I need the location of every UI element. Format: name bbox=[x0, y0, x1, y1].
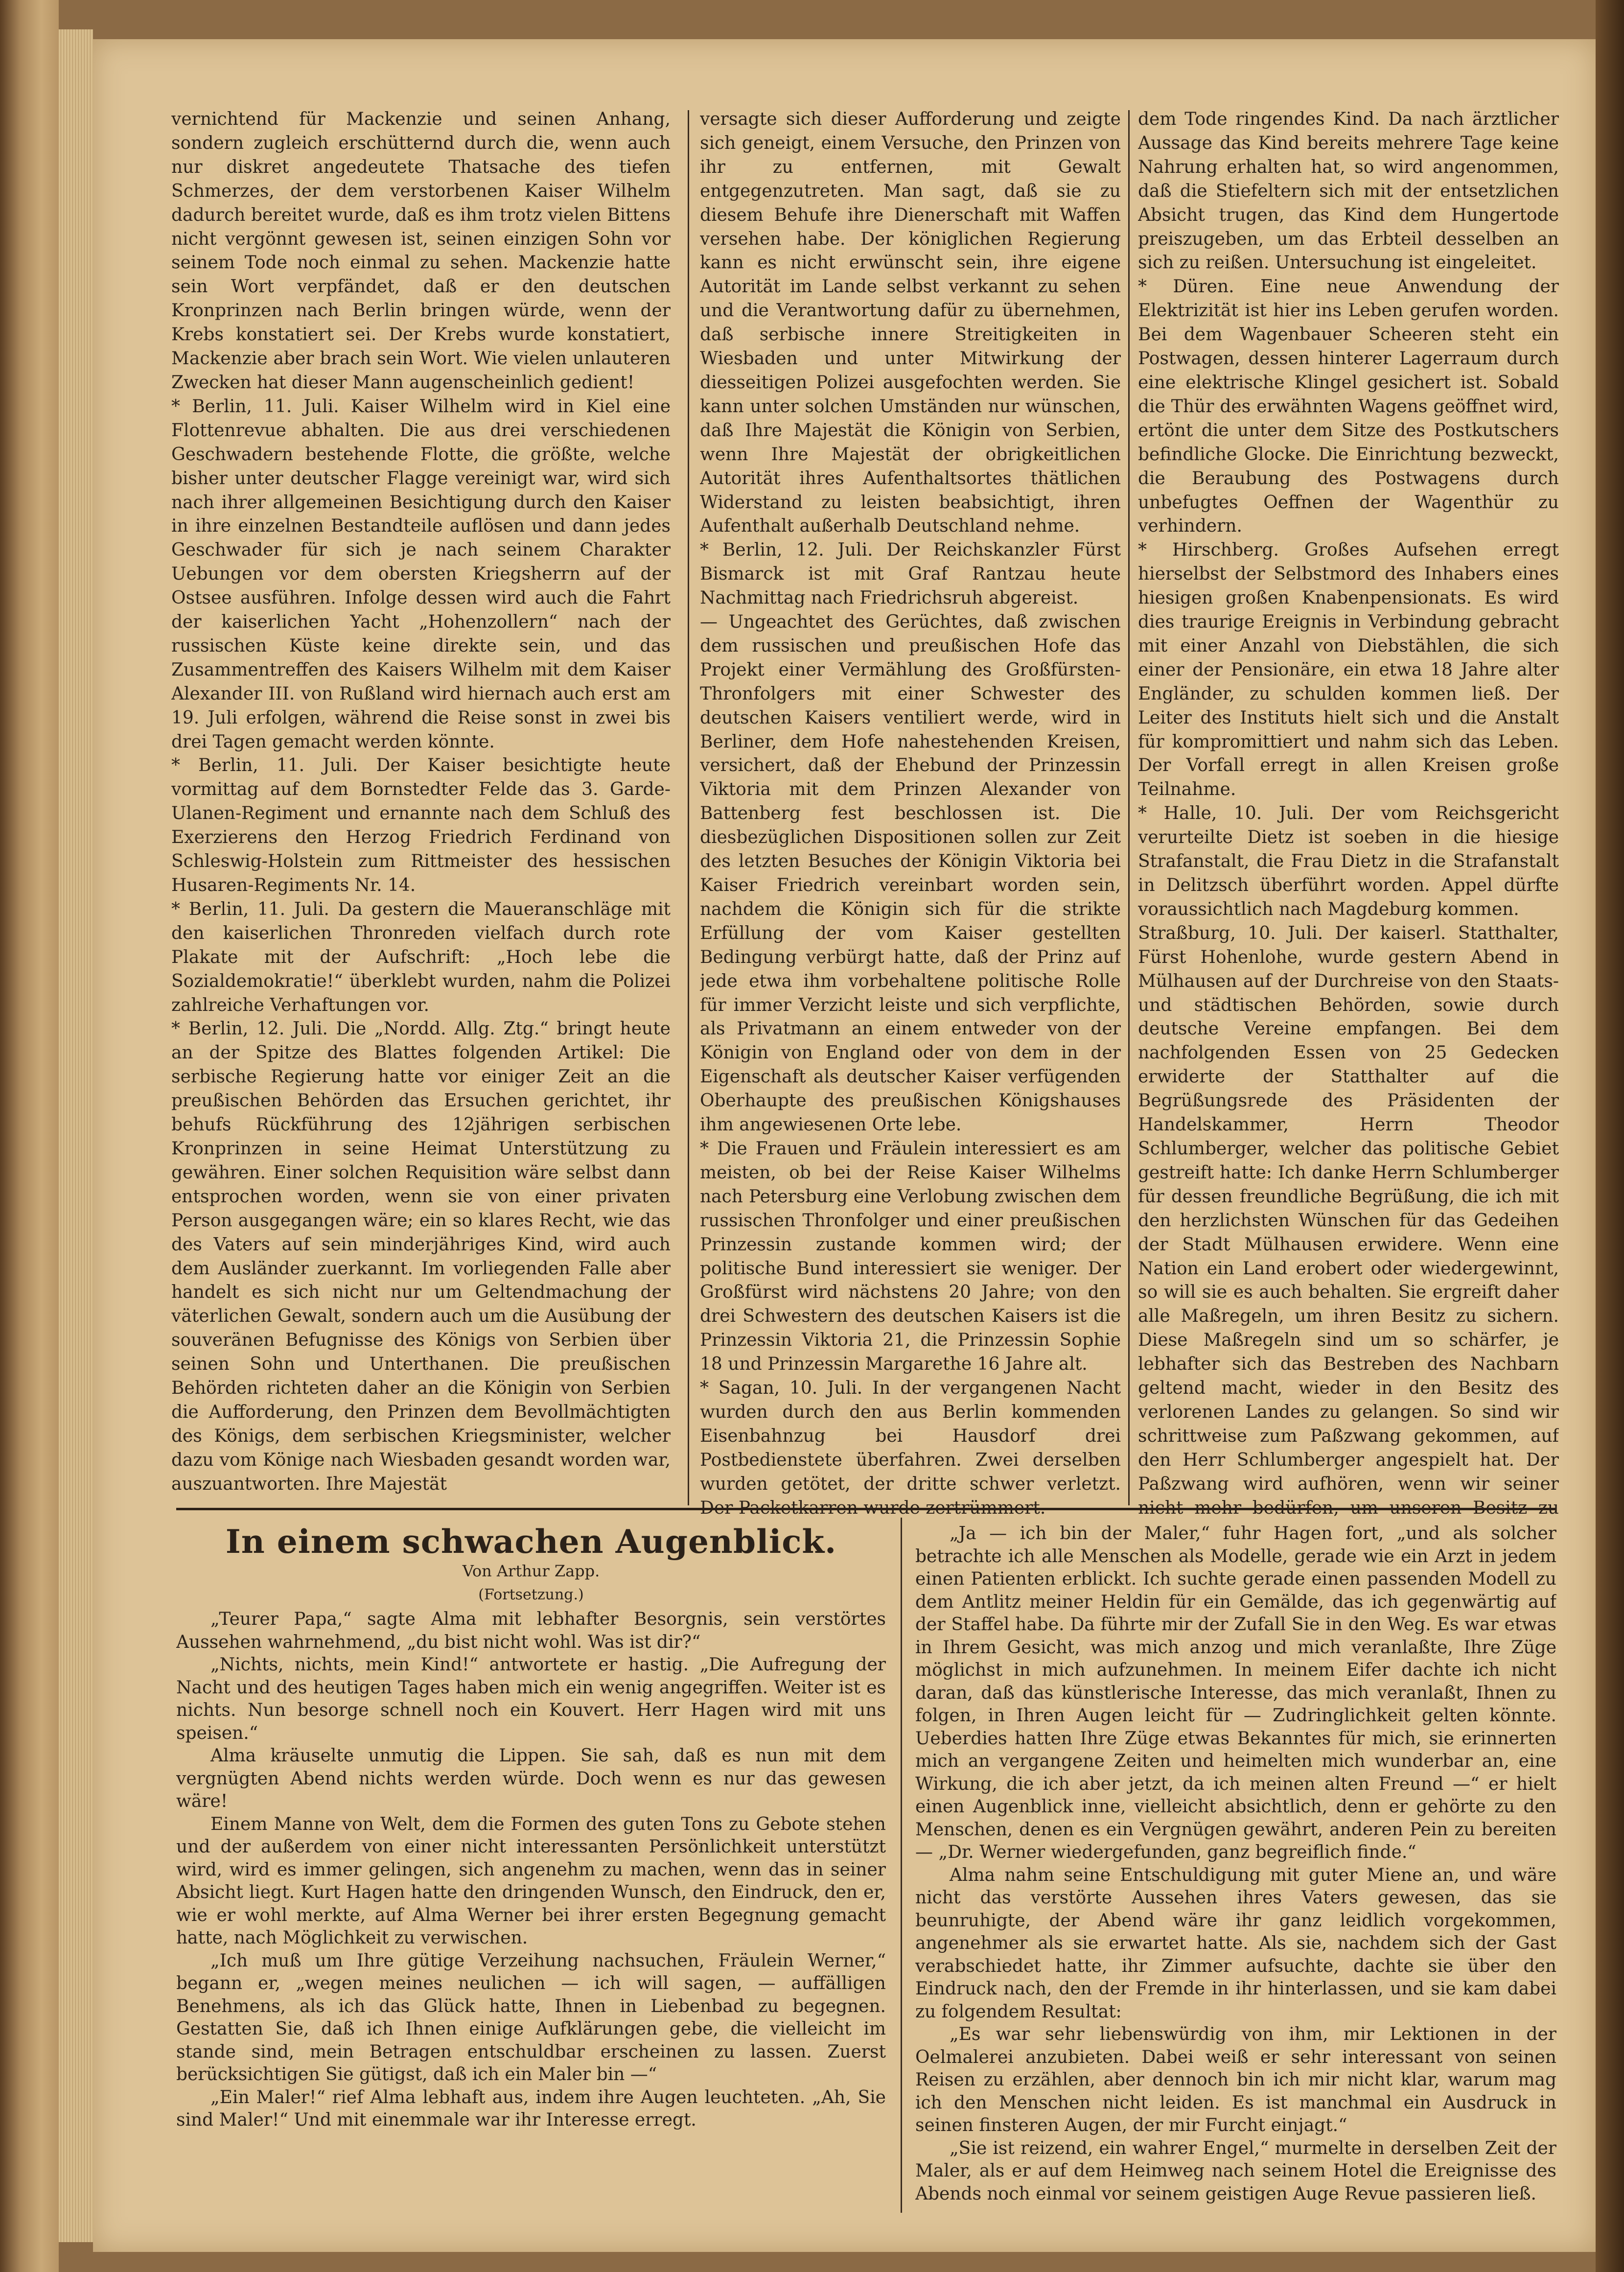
story-continuation-note: (Fortsetzung.) bbox=[478, 1586, 584, 1603]
paragraph: „Ja — ich bin der Maler,“ fuhr Hagen fort, „und als solcher betrachte ich alle Menschen als Modelle, gerade wie ein Arzt in jedem einen Patienten erblickt. Ich suchte gerade einen passenden Modell zu dem Antlitz meiner Heldin für ein Gemälde, das ich gegenwärtig auf der Staffel habe. Da führte mir der Zufall Sie in den Weg. Es war etwas in Ihrem Gesicht, was mich anzog und mich veranlaßte, Ihre Züge möglichst in mich aufzunehmen. In meinem Eifer dachte ich nicht daran, daß das künstlerische Interesse, das mich veranlaßt, Ihnen zu folgen, in Ihren Augen leicht für — Zudringlichkeit gelten könnte. Ueberdies hatten Ihre Züge etwas Bekanntes für mich, sie erinnerten mich an vergangene Zeiten und heimelten mich wunderbar an, eine Wirkung, die ich aber jetzt, da ich meinen alten Freund —“ er hielt einen Augenblick inne, vielleicht absichtlich, denn er gehörte zu den Menschen, denen es ein Vergnügen gewährt, anderen Pein zu bereiten — „Dr. Werner wiedergefunden, ganz begreiflich finde.“ bbox=[915, 1523, 1556, 1862]
story-column-2 bbox=[915, 1522, 1556, 2223]
paragraph: vernichtend für Mackenzie und seinen Anhang, sondern zugleich erschütternd durch die, wenn auch nur diskret angedeutete Thatsache des tiefen Schmerzes, der dem verstorbenen Kaiser Wilhelm dadurch bereitet wurde, daß es ihm trotz vielen Bittens nicht vergönnt gewesen ist, seinen einzigen Sohn vor seinem Tode noch einmal zu sehen. Mackenzie hatte sein Wort verpfändet, daß er den deutschen Kronprinzen nach Berlin bringen würde, wenn der Krebs konstatiert sei. Der Krebs wurde konstatiert, Mackenzie aber brach sein Wort. Wie vielen unlauteren Zwecken hat dieser Mann augenscheinlich gedient! bbox=[171, 109, 671, 393]
paragraph: „Es war sehr liebenswürdig von ihm, mir Lektionen in der Oelmalerei anzubieten. Dabei weiß er sehr interessant von seinen Reisen zu erzählen, aber dennoch bin ich mir nicht klar, warum mag ich den Menschen nicht leiden. Es ist manchmal ein Ausdruck in seinen finsteren Augen, der mir Furcht einjagt.“ bbox=[915, 2024, 1556, 2135]
paragraph: Einem Manne von Welt, dem die Formen des guten Tons zu Gebote stehen und der außerdem von einer nicht interessanten Persönlichkeit unterstützt wird, wird es immer gelingen, sich angenehm zu machen, wenn das in seiner Absicht liegt. Kurt Hagen hatte den dringenden Wunsch, den Eindruck, den er, wie er wohl merkte, auf Alma Werner bei ihrer ersten Begegnung gemacht hatte, nach Möglichkeit zu verwischen. bbox=[176, 1814, 886, 1948]
paragraph: Alma kräuselte unmutig die Lippen. Sie sah, daß es nun mit dem vergnügten Abend nichts werden würde. Doch wenn es nur das gewesen wäre! bbox=[176, 1746, 886, 1811]
story-byline: Von Arthur Zapp. bbox=[462, 1562, 600, 1580]
page-stack-edge bbox=[59, 29, 93, 2242]
book-right-edge bbox=[1596, 0, 1624, 2272]
column-divider bbox=[688, 110, 689, 1505]
paragraph: * Düren. Eine neue Anwendung der Elektrizität ist hier ins Leben gerufen worden. Bei dem Wagenbauer Scheeren steht ein Postwagen, dessen hinterer Lagerraum durch eine elektrische Klingel gesichert ist. Sobald die Thür des erwähnten Wagens geöffnet wird, ertönt die unter dem Sitze des Postkutschers befindliche Glocke. Die Einrichtung bezweckt, die Beraubung des Postwagens durch unbefugtes Oeffnen der Wagenthür zu verhindern. bbox=[1138, 277, 1559, 537]
paragraph: dem Tode ringendes Kind. Da nach ärztlicher Aussage das Kind bereits mehrere Tage keine Nahrung erhalten hat, so wird angenommen, daß die Stiefeltern sich mit der entsetzlichen Absicht trugen, das Kind dem Hungertode preiszugeben, um das Erbteil desselben an sich zu reißen. Untersuchung ist eingeleitet. bbox=[1138, 109, 1559, 273]
paragraph: „Ein Maler!“ rief Alma lebhaft aus, indem ihre Augen leuchteten. „Ah, Sie sind Maler!“ Und mit einemmale war ihr Interesse erregt. bbox=[176, 2087, 886, 2130]
story-column-divider bbox=[901, 1518, 902, 2213]
paragraph: Alma nahm seine Entschuldigung mit guter Miene an, und wäre nicht das verstörte Aussehen ihres Vaters gewesen, das sie beunruhigte, der Abend wäre ihr ganz leidlich vorgekommen, angenehmer als sie erwartet hatte. Als sie, nachdem sich der Gast verabschiedet hatte, ihr Zimmer aufsuchte, dachte sie über den Eindruck nach, den der Fremde in ihr hinterlassen, und sie kam dabei zu folgendem Resultat: bbox=[915, 1865, 1556, 2022]
news-column-2 bbox=[700, 108, 1121, 1518]
paragraph: * Berlin, 11. Juli. Kaiser Wilhelm wird in Kiel eine Flottenrevue abhalten. Die aus drei verschiedenen Geschwadern bestehende Flotte, die größte, welche bisher unter deutscher Flagge vereinigt war, wird sich nach ihrer allgemeinen Besichtigung durch den Kaiser in ihre einzelnen Bestandteile auflösen und dann jedes Geschwader für sich je nach seinem Charakter Uebungen vor dem obersten Kriegsherrn auf der Ostsee ausführen. Infolge dessen wird auch die Fahrt der kaiserlichen Yacht „Hohenzollern“ nach der russischen Küste keine direkte sein, und das Zusammentreffen des Kaisers Wilhelm mit dem Kaiser Alexander III. von Rußland wird hiernach auch erst am 19. Juli erfolgen, während die Reise sonst in zwei bis drei Tagen gemacht werden könnte. bbox=[171, 396, 671, 752]
news-column-1 bbox=[171, 108, 671, 1518]
paragraph: versagte sich dieser Aufforderung und zeigte sich geneigt, einem Versuche, den Prinzen von ihr zu entfernen, mit Gewalt entgegenzutreten. Man sagt, daß sie zu diesem Behufe ihre Dienerschaft mit Waffen versehen habe. Der königlichen Regierung kann es nicht erwünscht sein, ihre eigene Autorität im Lande selbst verkannt zu sehen und die Verantwortung dafür zu übernehmen, daß serbische innere Streitigkeiten in Wiesbaden und unter Mitwirkung der diesseitigen Polizei ausgefochten werden. Sie kann unter solchen Umständen nur wünschen, daß Ihre Majestät die Königin von Serbien, wenn Ihre Majestät der obrigkeitlichen Autorität ihres Aufenthaltsortes thätlichen Widerstand zu leisten beabsichtigt, ihren Aufenthalt außerhalb Deutschland nehme. bbox=[700, 109, 1121, 537]
paragraph: * Berlin, 11. Juli. Da gestern die Maueranschläge mit den kaiserlichen Thronreden vielfach durch rote Plakate mit der Aufschrift: „Hoch lebe die Sozialdemokratie!“ überklebt wurden, nahm die Polizei zahlreiche Verhaftungen vor. bbox=[171, 899, 671, 1015]
paragraph: „Ich muß um Ihre gütige Verzeihung nachsuchen, Fräulein Werner,“ begann er, „wegen meines neulichen — ich will sagen, — auffälligen Benehmens, als ich das Glück hatte, Ihnen in Liebenbad zu begegnen. Gestatten Sie, daß ich Ihnen einige Aufklärungen gebe, die vielleicht im stande sind, mein Betragen entschuldbar erscheinen zu lassen. Zuerst berücksichtigen Sie gütigst, daß ich ein Maler bin —“ bbox=[176, 1950, 886, 2085]
paragraph: * Halle, 10. Juli. Der vom Reichsgericht verurteilte Dietz ist soeben in die hiesige Strafanstalt, die Frau Dietz in die Strafanstalt in Delitzsch überführt worden. Appel dürfte voraussichtlich nach Magdeburg kommen. bbox=[1138, 803, 1559, 919]
paragraph: „Nichts, nichts, mein Kind!“ antwortete er hastig. „Die Aufregung der Nacht und des heutigen Tages haben mich ein wenig angegriffen. Weiter ist es nichts. Nun besorge schnell noch ein Kouvert. Herr Hagen wird mit uns speisen.“ bbox=[176, 1655, 886, 1743]
paragraph: * Die Frauen und Fräulein interessiert es am meisten, ob bei der Reise Kaiser Wilhelms nach Petersburg eine Verlobung zwischen dem russischen Thronfolger und einer preußischen Prinzessin zustande kommen wird; der politische Bund interessiert sie weniger. Der Großfürst wird nächstens 20 Jahre; von den drei Schwestern des deutschen Kaisers ist die Prinzessin Viktoria 21, die Prinzessin Sophie 18 und Prinzessin Margarethe 16 Jahre alt. bbox=[700, 1138, 1121, 1375]
paragraph: Straßburg, 10. Juli. Der kaiserl. Statthalter, Fürst Hohenlohe, wurde gestern Abend in Mülhausen auf der Durchreise von den Staats- und städtischen Behörden, sowie durch deutsche Vereine empfangen. Bei dem nachfolgenden Essen von 25 Gedecken erwiderte der Statthalter auf die Begrüßungsrede des Präsidenten der Handelskammer, Herrn Theodor Schlumberger, welcher das politische Gebiet gestreift hatte: Ich danke Herrn Schlumberger für dessen freundliche Begrüßung, die ich mit den herzlichsten Wünschen für das Gedeihen der Stadt Mülhausen erwidere. Wenn eine Nation ein Land erobert oder wiedergewinnt, so will sie es auch behalten. Sie ergreift daher alle Maßregeln, um ihren Besitz zu sichern. Diese Maßregeln sind um so schärfer, je lebhafter sich das Bestreben des Nachbarn geltend macht, wieder in den Besitz des verlorenen Landes zu gelangen. So sind wir schrittweise zum Paßzwang gekommen, auf den Herr Schlumberger angespielt hat. Der Paßzwang wird aufhören, wenn wir seiner nicht mehr bedürfen, um unseren Besitz zu bbox=[1138, 923, 1559, 1518]
paragraph: * Berlin, 11. Juli. Der Kaiser besichtigte heute vormittag auf dem Bornstedter Felde das 3. Garde-Ulanen-Regiment und ernannte nach dem Schluß des Exerzierens den Herzog Friedrich Ferdinand von Schleswig-Holstein zum Rittmeister des hessischen Husaren-Regiments Nr. 14. bbox=[171, 755, 671, 895]
paragraph: — Ungeachtet des Gerüchtes, daß zwischen dem russischen und preußischen Hofe das Projekt einer Vermählung des Großfürsten-Thronfolgers mit einer Schwester des deutschen Kaisers ventiliert werde, wird in Berliner, dem Hofe nahestehenden Kreisen, versichert, daß der Ehebund der Prinzessin Viktoria mit dem Prinzen Alexander von Battenberg fest beschlossen ist. Die diesbezüglichen Dispositionen sollen zur Zeit des letzten Besuches der Königin Viktoria bei Kaiser Friedrich vereinbart worden sein, nachdem die Königin sich für die strikte Erfüllung der vom Kaiser gestellten Bedingung verbürgt hatte, daß der Prinz auf jede etwa ihm vorbehaltene politische Rolle für immer Verzicht leiste und sich verpflichte, als Privatmann an einem entweder von der Königin von England oder von dem in der Eigenschaft als deutscher Kaiser verfügenden Oberhaupte des preußischen Königshauses ihm angewiesenen Orte lebe. bbox=[700, 612, 1121, 1135]
paragraph: * Berlin, 12. Juli. Die „Nordd. Allg. Ztg.“ bringt heute an der Spitze des Blattes folgenden Artikel: Die serbische Regierung hatte vor einiger Zeit an die preußischen Behörden das Ersuchen gerichtet, ihr behufs Rückführung des 12jährigen serbischen Kronprinzen in seine Heimat Unterstützung zu gewähren. Einer solchen Requisition wäre selbst dann entsprochen worden, wenn sie von einer privaten Person ausgegangen wäre; ein so klares Recht, wie das des Vaters auf sein minderjähriges Kind, wird auch dem Ausländer zuerkannt. Im vorliegenden Falle aber handelt es sich nicht nur um Geltendmachung der väterlichen Gewalt, sondern auch um die Ausübung der souveränen Befugnisse des Königs von Serbien über seinen Sohn und Unterthanen. Die preußischen Behörden richteten daher an die Königin von Serbien die Aufforderung, den Prinzen dem Bevollmächtigten des Königs, dem serbischen Kriegsminister, welcher dazu vom Könige nach Wiesbaden gesandt worden war, auszuantworten. Ihre Majestät bbox=[171, 1019, 671, 1494]
paragraph: * Berlin, 12. Juli. Der Reichskanzler Fürst Bismarck ist mit Graf Rantzau heute Nachmittag nach Friedrichsruh abgereist. bbox=[700, 540, 1121, 609]
column-divider bbox=[1128, 110, 1130, 1505]
story-title: In einem schwachen Augenblick. bbox=[225, 1522, 837, 1561]
story-column-1 bbox=[176, 1608, 886, 2220]
paragraph: * Sagan, 10. Juli. In der vergangenen Nacht wurden durch den aus Berlin kommenden Eisenbahnzug bei Hausdorf drei Postbedienstete überfahren. Zwei derselben wurden getötet, der dritte schwer verletzt. Der Packetkarren wurde zertrümmert. bbox=[700, 1378, 1121, 1518]
news-column-3 bbox=[1138, 108, 1559, 1518]
paragraph: * Hirschberg. Großes Aufsehen erregt hierselbst der Selbstmord des Inhabers eines hiesigen großen Knabenpensionats. Es wird dies traurige Ereignis in Verbindung gebracht mit einer Anzahl von Diebstählen, die sich einer der Pensionäre, ein etwa 18 Jahre alter Engländer, zu schulden kommen ließ. Der Leiter des Instituts hielt sich und die Anstalt für kompromittiert und nahm sich das Leben. Der Vorfall erregt in allen Kreisen große Teilnahme. bbox=[1138, 540, 1559, 800]
book-spine-edge bbox=[0, 0, 59, 2272]
paragraph: „Sie ist reizend, ein wahrer Engel,“ murmelte in derselben Zeit der Maler, als er auf dem Heimweg nach seinem Hotel die Ereignisse des Abends noch einmal vor seinem geistigen Auge Revue passieren ließ. bbox=[915, 2138, 1556, 2204]
paragraph: „Teurer Papa,“ sagte Alma mit lebhafter Besorgnis, sein verstörtes Aussehen wahrnehmend, „du bist nicht wohl. Was ist dir?“ bbox=[176, 1609, 886, 1652]
